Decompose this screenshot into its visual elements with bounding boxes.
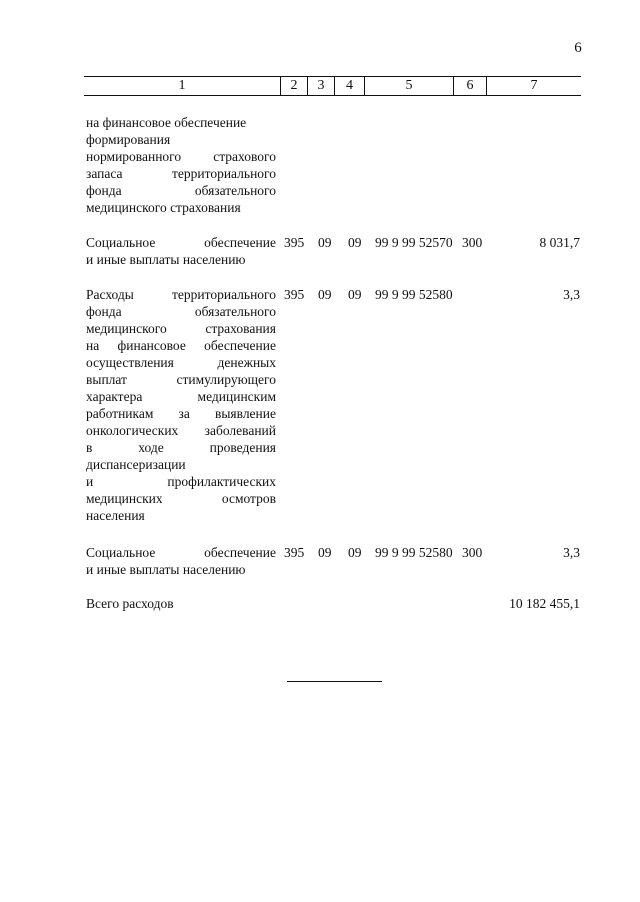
header-col-5: 5 bbox=[364, 77, 453, 95]
header-col-1: 1 bbox=[178, 78, 186, 93]
row-code-6: 300 bbox=[462, 235, 483, 250]
row-desc-line: и профилактических bbox=[86, 474, 276, 489]
row-desc-line: медицинского страхования bbox=[86, 321, 276, 336]
row-desc-line: работникам за выявление bbox=[86, 406, 276, 421]
row-desc-line: Социальное обеспечение bbox=[86, 235, 276, 250]
row-desc-line: медицинского страхования bbox=[86, 200, 241, 215]
row-code-5: 99 9 99 52570 bbox=[375, 235, 453, 250]
row-desc-line: осуществления денежных bbox=[86, 355, 276, 370]
row-desc-line: Социальное обеспечение bbox=[86, 545, 276, 560]
row-desc-line: населения bbox=[86, 508, 145, 523]
row-amount: 8 031,7 bbox=[539, 235, 580, 250]
row-code-4: 09 bbox=[348, 545, 362, 560]
row-desc-line: онкологических заболеваний bbox=[86, 423, 276, 438]
row-code-2: 395 bbox=[284, 545, 305, 560]
header-col-2: 2 bbox=[280, 77, 307, 95]
header-col-6: 6 bbox=[453, 77, 486, 95]
row-code-3: 09 bbox=[318, 545, 332, 560]
row-code-2: 395 bbox=[284, 287, 305, 302]
row-desc-line: Расходы территориального bbox=[86, 287, 276, 302]
header-col-3: 3 bbox=[307, 77, 334, 95]
row-desc-line: на финансовое обеспечение bbox=[86, 115, 247, 130]
total-label: Всего расходов bbox=[86, 596, 174, 611]
row-desc-line: нормированного страхового bbox=[86, 149, 276, 164]
row-amount: 3,3 bbox=[563, 287, 580, 302]
table-row bbox=[86, 286, 276, 524]
row-desc-line: и иные выплаты населению bbox=[86, 252, 246, 267]
row-code-4: 09 bbox=[348, 287, 362, 302]
header-col-7: 7 bbox=[486, 77, 581, 95]
row-desc-line: выплат стимулирующего bbox=[86, 372, 276, 387]
row-desc-line: характера медицинским bbox=[86, 389, 276, 404]
row-desc-line: и иные выплаты населению bbox=[86, 562, 246, 577]
table-header bbox=[84, 76, 581, 96]
row-desc-line: запаса территориального bbox=[86, 166, 276, 181]
row-desc-line: на финансовое обеспечение bbox=[86, 338, 276, 353]
header-col-4: 4 bbox=[334, 77, 364, 95]
row-code-6: 300 bbox=[462, 545, 483, 560]
row-desc-line: медицинских осмотров bbox=[86, 491, 276, 506]
end-separator-line bbox=[287, 681, 382, 682]
row-amount: 3,3 bbox=[563, 545, 580, 560]
row-desc-line: фонда обязательного bbox=[86, 304, 276, 319]
row-code-3: 09 bbox=[318, 287, 332, 302]
row-code-5: 99 9 99 52580 bbox=[375, 287, 453, 302]
row-desc-line: в ходе проведения bbox=[86, 440, 276, 455]
row-code-3: 09 bbox=[318, 235, 332, 250]
row-code-4: 09 bbox=[348, 235, 362, 250]
row-desc-line: фонда обязательного bbox=[86, 183, 276, 198]
row-code-5: 99 9 99 52580 bbox=[375, 545, 453, 560]
total-value: 10 182 455,1 bbox=[509, 596, 580, 611]
table-row bbox=[86, 234, 276, 268]
table-row bbox=[86, 544, 276, 578]
row-desc-line: формирования bbox=[86, 132, 171, 147]
row-desc-line: диспансеризации bbox=[86, 457, 186, 472]
table-row bbox=[86, 114, 276, 216]
row-code-2: 395 bbox=[284, 235, 305, 250]
page-number: 6 bbox=[574, 40, 582, 56]
